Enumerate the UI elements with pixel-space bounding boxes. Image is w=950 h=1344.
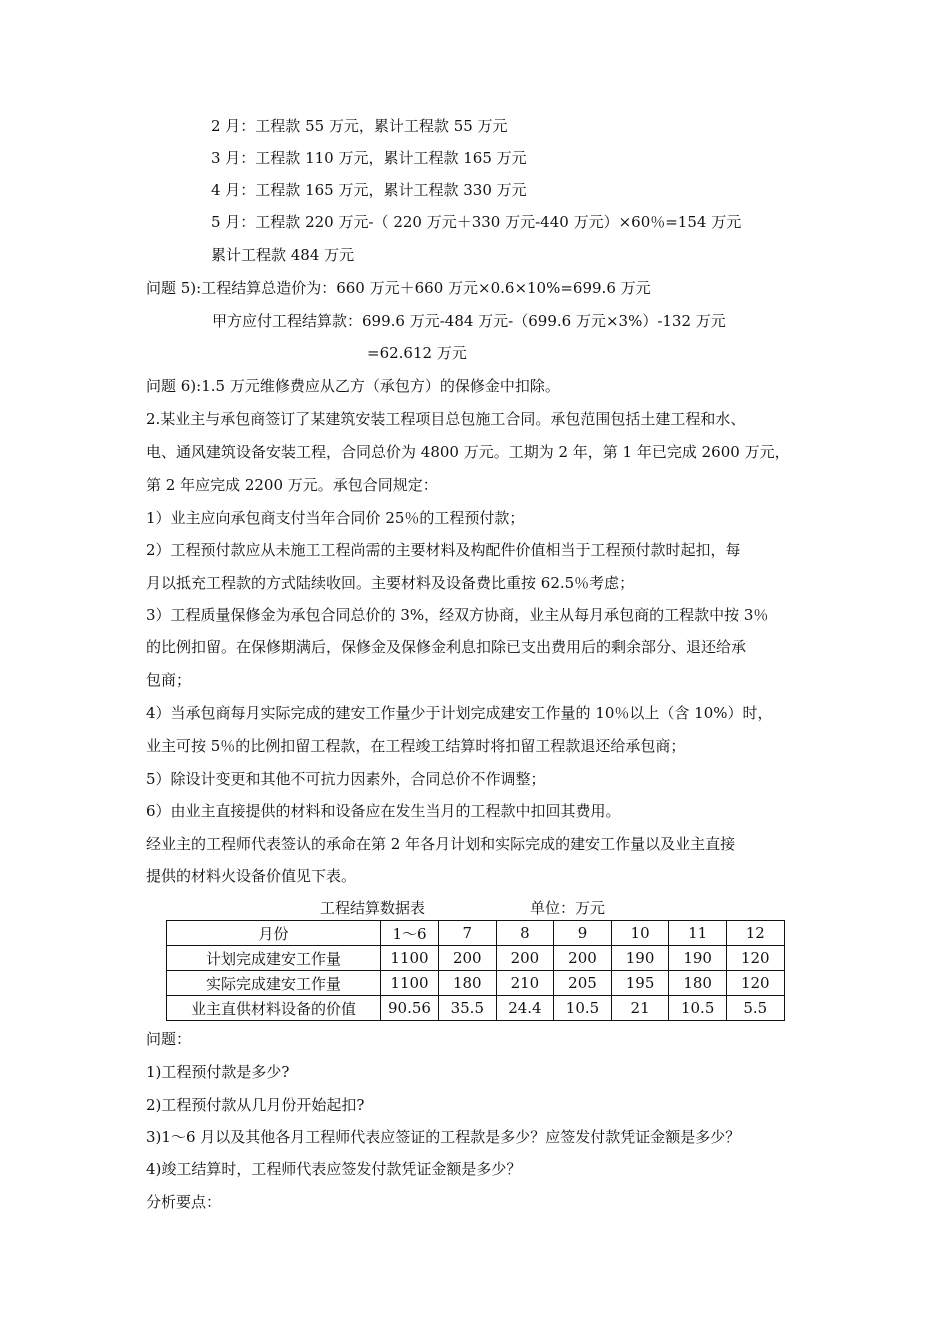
table-cell: 1100 [381, 971, 439, 996]
table-cell: 21 [611, 996, 669, 1021]
text-line: 4)竣工结算时，工程师代表应签发付款凭证金额是多少？ [146, 1160, 522, 1178]
text-line: 5）除设计变更和其他不可抗力因素外，合同总价不作调整； [146, 770, 546, 788]
settlement-data-table [166, 920, 785, 1021]
text-line: 问题 6):1.5 万元维修费应从乙方（承包方）的保修金中扣除。 [146, 377, 560, 395]
table-cell: 205 [554, 971, 612, 996]
text-line: 月以抵充工程款的方式陆续收回。主要材料及设备费比重按 62.5％考虑； [146, 574, 635, 592]
table-header-cell: 8 [496, 921, 554, 946]
table-row [167, 996, 785, 1021]
table-cell: 120 [726, 946, 784, 971]
table-cell: 35.5 [439, 996, 497, 1021]
table-header-cell: 月份 [167, 921, 381, 946]
text-line: 1)工程预付款是多少? [146, 1063, 290, 1081]
text-line: 4 月：工程款 165 万元，累计工程款 330 万元 [211, 181, 527, 199]
text-line: =62.612 万元 [367, 344, 467, 362]
text-line: 3 月：工程款 110 万元，累计工程款 165 万元 [211, 149, 527, 167]
table-cell: 业主直供材料设备的价值 [167, 996, 381, 1021]
table-cell: 90.56 [381, 996, 439, 1021]
text-line: 2)工程预付款从几月份开始起扣? [146, 1096, 365, 1114]
table-header-cell: 12 [726, 921, 784, 946]
text-line: 提供的材料火设备价值见下表。 [146, 867, 357, 885]
table-cell: 5.5 [726, 996, 784, 1021]
table-cell: 210 [496, 971, 554, 996]
text-line: 的比例扣留。在保修期满后，保修金及保修金利息扣除已支出费用后的剩余部分、退还给承 [146, 638, 747, 656]
table-cell: 10.5 [669, 996, 727, 1021]
text-line: 2.某业主与承包商签订了某建筑安装工程项目总包施工合同。承包范围包括土建工程和水、 [146, 410, 746, 428]
table-cell: 200 [439, 946, 497, 971]
table-cell: 180 [439, 971, 497, 996]
table-cell: 24.4 [496, 996, 554, 1021]
table-header-cell: 7 [439, 921, 497, 946]
text-line: 2）工程预付款应从未施工工程尚需的主要材料及构配件价值相当于工程预付款时起扣，每 [146, 541, 741, 559]
text-line: 电、通风建筑设备安装工程，合同总价为 4800 万元。工期为 2 年，第 1 年已完成 2600 万元， [146, 443, 790, 461]
table-cell: 实际完成建安工作量 [167, 971, 381, 996]
text-line: 3）工程质量保修金为承包合同总价的 3%，经双方协商，业主从每月承包商的工程款中按 3％ [146, 606, 769, 624]
table-cell: 190 [611, 946, 669, 971]
table-header-row [167, 921, 785, 946]
text-line: 问题： [146, 1030, 192, 1048]
table-cell: 200 [554, 946, 612, 971]
table-caption: 工程结算数据表 [320, 899, 426, 917]
text-line: 累计工程款 484 万元 [211, 246, 355, 264]
text-line: 4）当承包商每月实际完成的建安工作量少于计划完成建安工作量的 10％以上（含 10%）时， [146, 704, 773, 722]
text-line: 5 月：工程款 220 万元-（ 220 万元＋330 万元-440 万元）×60％=154 万元 [211, 213, 742, 231]
table-header-cell: 10 [611, 921, 669, 946]
text-line: 包商； [146, 671, 192, 689]
text-line: 业主可按 5％的比例扣留工程款，在工程竣工结算时将扣留工程款退还给承包商； [146, 737, 686, 755]
table-unit: 单位：万元 [530, 899, 606, 917]
table-cell: 计划完成建安工作量 [167, 946, 381, 971]
text-line: 第 2 年应完成 2200 万元。承包合同规定： [146, 476, 438, 494]
table-cell: 200 [496, 946, 554, 971]
table-cell: 1100 [381, 946, 439, 971]
text-line: 2 月：工程款 55 万元，累计工程款 55 万元 [211, 117, 508, 135]
table-header-cell: 11 [669, 921, 727, 946]
table-header-cell: 9 [554, 921, 612, 946]
text-line: 分析要点： [146, 1193, 222, 1211]
text-line: 1）业主应向承包商支付当年合同价 25％的工程预付款； [146, 509, 525, 527]
text-line: 甲方应付工程结算款：699.6 万元-484 万元-（699.6 万元×3%）-132 万元 [212, 312, 726, 330]
table-row [167, 971, 785, 996]
text-line: 经业主的工程师代表签认的承命在第 2 年各月计划和实际完成的建安工作量以及业主直接 [146, 835, 736, 853]
text-line: 问题 5):工程结算总造价为：660 万元＋660 万元×0.6×10%=699.6 万元 [146, 279, 651, 297]
table-header-cell: 1～6 [381, 921, 439, 946]
table-row [167, 946, 785, 971]
table-cell: 180 [669, 971, 727, 996]
text-line: 6）由业主直接提供的材料和设备应在发生当月的工程款中扣回其费用。 [146, 802, 621, 820]
table-cell: 190 [669, 946, 727, 971]
table-cell: 120 [726, 971, 784, 996]
table-cell: 10.5 [554, 996, 612, 1021]
text-line: 3)1～6 月以及其他各月工程师代表应签证的工程款是多少？应签发付款凭证金额是多少？ [146, 1128, 741, 1146]
table-cell: 195 [611, 971, 669, 996]
